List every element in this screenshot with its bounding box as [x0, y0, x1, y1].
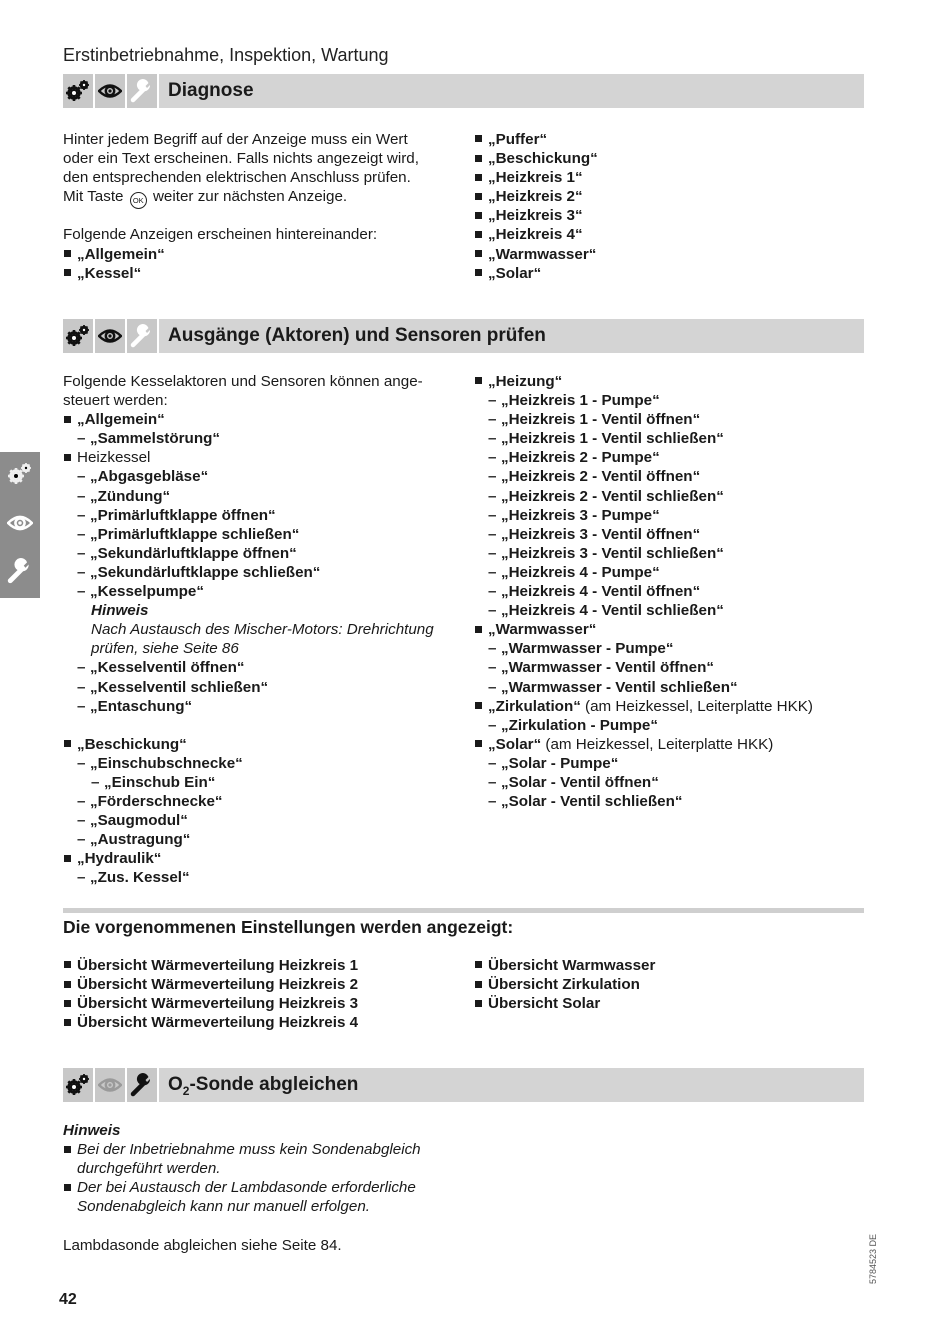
gears-icon: [63, 74, 93, 108]
sub-item: [474, 467, 864, 486]
title-part: -Sonde abgleichen: [189, 1074, 359, 1095]
list-item-label: „Solar“: [488, 735, 542, 753]
gears-icon: [63, 319, 93, 353]
dash: –: [488, 430, 497, 448]
list-item: [474, 130, 854, 149]
sub-item-label: „Einschubschnecke“: [90, 754, 243, 772]
sub-item: [474, 410, 864, 429]
list-item-label: „Zirkulation“: [488, 697, 581, 715]
sub-item-label: „Heizkreis 2 - Ventil öffnen“: [501, 468, 701, 486]
sub-item: [63, 697, 468, 716]
hinweis-text: Nach Austausch des Mischer-Motors: Drehrichtung: [91, 621, 434, 639]
bullet-icon: [475, 961, 482, 968]
list-item-label: Heizkessel: [77, 449, 151, 467]
list-item: [474, 994, 854, 1013]
dash: –: [488, 449, 497, 467]
section-title: Diagnose: [168, 80, 254, 101]
wrench-icon: [6, 557, 34, 585]
list-item-label: Übersicht Wärmeverteilung Heizkreis 3: [77, 995, 359, 1013]
sub-item: [474, 525, 864, 544]
sub-item: [474, 544, 864, 563]
list-item-label: „Heizkreis 4“: [488, 226, 583, 244]
spacer: [63, 716, 468, 735]
dash: –: [488, 506, 497, 524]
list-item-label: „Heizkreis 2“: [488, 188, 583, 206]
section-title-box: [159, 1068, 864, 1102]
sub-item: [63, 582, 468, 601]
list-item-label: „Warmwasser“: [488, 621, 597, 639]
list-item-label: Übersicht Wärmeverteilung Heizkreis 4: [77, 1014, 359, 1032]
sub-item-label: „Solar - Ventil schließen“: [501, 793, 683, 811]
sub-item: [63, 563, 468, 582]
list-item: [63, 1140, 483, 1159]
list-item-label: „Allgemein“: [77, 411, 165, 429]
list-item: [474, 168, 854, 187]
text-line: Hinter jedem Begriff auf der Anzeige muss ein Wert: [63, 131, 408, 148]
sub-item: [63, 868, 468, 887]
eye-icon: [95, 1068, 125, 1102]
hinweis-label: Hinweis: [91, 602, 149, 620]
dash: –: [77, 831, 86, 849]
list-item-label: Übersicht Zirkulation: [488, 976, 640, 994]
sub-item-label: „Warmwasser - Ventil schließen“: [501, 678, 738, 696]
bullet-icon: [475, 231, 482, 238]
dash: –: [77, 869, 86, 887]
diagnose-left-column: [63, 130, 463, 283]
list-item: [474, 956, 854, 975]
bullet-icon: [64, 740, 71, 747]
bullet-icon: [475, 155, 482, 162]
hinweis-label: Hinweis: [63, 1122, 121, 1139]
sub-item: [63, 467, 468, 486]
list-item-label: Übersicht Wärmeverteilung Heizkreis 2: [77, 976, 359, 994]
dash: –: [77, 487, 86, 505]
section-title-box: [159, 319, 864, 353]
list-item-label: „Solar“: [488, 264, 542, 282]
sub-item-label: „Heizkreis 4 - Pumpe“: [501, 563, 660, 581]
bullet-icon: [64, 454, 71, 461]
sub-item-label: „Heizkreis 1 - Ventil öffnen“: [501, 411, 701, 429]
sub-item: [474, 773, 864, 792]
sub-item-label: „Primärluftklappe schließen“: [90, 525, 300, 543]
sub-item-label: „Zirkulation - Pumpe“: [501, 716, 658, 734]
sub-item: [474, 487, 864, 506]
o2-hinweis-block: [63, 1121, 483, 1216]
sub-item: [63, 658, 468, 677]
bullet-icon: [64, 416, 71, 423]
sub-item-label: „Heizkreis 4 - Ventil öffnen“: [501, 583, 701, 601]
dash: –: [77, 659, 86, 677]
bullet-icon: [64, 981, 71, 988]
text-line: steuert werden:: [63, 392, 168, 410]
dash: –: [488, 793, 497, 811]
text-line: den entsprechenden elektrischen Anschluss prüfen.: [63, 169, 411, 187]
ok-button-icon: OK: [130, 192, 147, 209]
list-item: [63, 264, 463, 283]
sub-item: [63, 429, 468, 448]
list-item-label: „Beschickung“: [488, 150, 598, 168]
settings-right-list: [474, 956, 854, 1013]
section-divider: [63, 908, 864, 913]
list-item-note: (am Heizkessel, Leiterplatte HKK): [580, 697, 813, 715]
list-item: [474, 620, 864, 639]
list-item-label: „Heizkreis 3“: [488, 207, 583, 225]
sub-item: [474, 678, 864, 697]
section-bar-ausgaenge: [63, 319, 864, 353]
list-item: [474, 225, 854, 244]
list-item: [63, 849, 468, 868]
sub-item: [474, 448, 864, 467]
wrench-icon: [127, 319, 157, 353]
sub-item: [474, 792, 864, 811]
sub-item-label: „Heizkreis 3 - Ventil schließen“: [501, 544, 724, 562]
bullet-icon: [475, 269, 482, 276]
spacer: [63, 206, 463, 225]
sub-item-label: „Saugmodul“: [90, 812, 188, 830]
list-item-label: Übersicht Warmwasser: [488, 957, 656, 974]
list-item-label: „Beschickung“: [77, 735, 187, 753]
bullet-icon: [475, 626, 482, 633]
sub-item-label: „Heizkreis 4 - Ventil schließen“: [501, 602, 724, 620]
settings-heading: Die vorgenommenen Einstellungen werden angezeigt:: [63, 917, 514, 937]
list-item-label: „Heizkreis 1“: [488, 169, 583, 187]
sub-item: [63, 792, 468, 811]
list-item: [474, 245, 854, 264]
sub-item: [63, 754, 468, 773]
sub-item: [474, 639, 864, 658]
list-item: [63, 1178, 483, 1197]
sub-item-label: „Warmwasser - Pumpe“: [501, 640, 674, 658]
dash: –: [488, 544, 497, 562]
dash: –: [77, 754, 86, 772]
section-bar-o2-sonde: [63, 1068, 864, 1102]
text-line: Lambdasonde abgleichen siehe Seite 84.: [63, 1237, 342, 1254]
text-fragment: Mit Taste: [63, 188, 124, 206]
list-item-label: „Hydraulik“: [77, 850, 162, 868]
dash: –: [488, 678, 497, 696]
o2-footer-text: [63, 1236, 483, 1255]
list-item: [474, 697, 864, 716]
list-item: [63, 975, 463, 994]
page-header-title: Erstinbetriebnahme, Inspektion, Wartung: [63, 45, 389, 65]
list-item-label: „Kessel“: [77, 264, 142, 282]
list-item: [474, 372, 864, 391]
sub-item-label: „Zündung“: [90, 487, 171, 505]
sub-item: [63, 678, 468, 697]
sub-item: [63, 544, 468, 563]
dash: –: [488, 525, 497, 543]
dash: –: [488, 773, 497, 791]
sub-item: [474, 658, 864, 677]
bullet-icon: [475, 212, 482, 219]
diagnose-right-column: [474, 130, 854, 283]
bullet-icon: [64, 1000, 71, 1007]
sub-item-label: „Sekundärluftklappe schließen“: [90, 563, 321, 581]
bullet-icon: [64, 1019, 71, 1026]
list-item-continuation: durchgeführt werden.: [77, 1160, 221, 1178]
ausgaenge-left-column: [63, 372, 468, 888]
sub-item: [63, 811, 468, 830]
list-item-label: „Warmwasser“: [488, 245, 597, 263]
sub-sub-item: [63, 773, 468, 792]
sub-item-label: „Heizkreis 3 - Ventil öffnen“: [501, 525, 701, 543]
sub-item: [474, 391, 864, 410]
list-item-label: „Puffer“: [488, 131, 548, 148]
dash: –: [77, 525, 86, 543]
bullet-icon: [475, 250, 482, 257]
list-item-label: Übersicht Wärmeverteilung Heizkreis 1: [77, 957, 359, 974]
sub-item: [63, 506, 468, 525]
dash: –: [488, 411, 497, 429]
text-line: Folgende Anzeigen erscheinen hintereinander:: [63, 226, 378, 244]
sub-item: [474, 563, 864, 582]
sub-item-label: „Heizkreis 3 - Pumpe“: [501, 506, 660, 524]
list-item-label: „Heizung“: [488, 373, 563, 390]
sub-item: [474, 582, 864, 601]
dash: –: [488, 563, 497, 581]
sub-item: [63, 830, 468, 849]
sub-item-label: „Kesselpumpe“: [90, 583, 204, 601]
list-item: [474, 187, 854, 206]
eye-icon: [6, 509, 34, 537]
bullet-icon: [475, 174, 482, 181]
wrench-icon: [127, 1068, 157, 1102]
list-item: [474, 975, 854, 994]
dash: –: [77, 697, 86, 715]
text-fragment: weiter zur nächsten Anzeige.: [152, 188, 348, 206]
sub-item-label: „Sekundärluftklappe öffnen“: [90, 544, 297, 562]
dash: –: [91, 773, 100, 791]
dash: –: [488, 583, 497, 601]
bullet-icon: [64, 1184, 71, 1191]
dash: –: [488, 754, 497, 772]
list-item: [63, 956, 463, 975]
sub-item-label: „Austragung“: [90, 831, 191, 849]
dash: –: [77, 812, 86, 830]
sub-item: [474, 716, 864, 735]
sub-item-label: „Abgasgebläse“: [90, 468, 209, 486]
eye-icon: [95, 74, 125, 108]
sub-item: [63, 487, 468, 506]
sub-item-label: „Heizkreis 1 - Ventil schließen“: [501, 430, 724, 448]
sub-item-label: „Entaschung“: [90, 697, 193, 715]
sub-item: [474, 754, 864, 773]
list-item-continuation: Sondenabgleich kann nur manuell erfolgen.: [77, 1198, 370, 1216]
title-part: O: [168, 1074, 183, 1095]
bullet-icon: [475, 193, 482, 200]
ausgaenge-right-column: [474, 372, 864, 811]
section-bar-diagnose: [63, 74, 864, 108]
dash: –: [488, 640, 497, 658]
sub-item-label: „Solar - Pumpe“: [501, 754, 619, 772]
dash: –: [488, 602, 497, 620]
section-title: Ausgänge (Aktoren) und Sensoren prüfen: [168, 325, 546, 346]
hinweis-text: prüfen, siehe Seite 86: [91, 640, 239, 658]
dash: –: [77, 793, 86, 811]
text-line: [63, 187, 463, 206]
sub-item-label: „Warmwasser - Ventil öffnen“: [501, 659, 714, 677]
list-item: [474, 264, 854, 283]
sub-item: [63, 525, 468, 544]
sub-item-label: „Förderschnecke“: [90, 793, 223, 811]
sub-item-label: „Heizkreis 2 - Ventil schließen“: [501, 487, 724, 505]
list-item-label: Bei der Inbetriebnahme muss kein Sondenabgleich: [77, 1141, 421, 1159]
sidebar-tab: [0, 452, 40, 598]
list-item: [63, 448, 468, 467]
bullet-icon: [475, 377, 482, 384]
sub-item-label: „Einschub Ein“: [104, 773, 216, 791]
sub-item: [474, 506, 864, 525]
settings-left-list: [63, 956, 463, 1032]
sub-item-label: „Kesselventil schließen“: [90, 678, 269, 696]
sub-item-label: „Solar - Ventil öffnen“: [501, 773, 659, 791]
section-title: [168, 1074, 358, 1098]
bullet-icon: [475, 135, 482, 142]
text-line: Folgende Kesselaktoren und Sensoren können ange-: [63, 373, 423, 390]
bullet-icon: [475, 1000, 482, 1007]
text-line: oder ein Text erscheinen. Falls nichts angezeigt wird,: [63, 150, 419, 168]
sub-item: [474, 429, 864, 448]
bullet-icon: [64, 1146, 71, 1153]
gears-icon: [6, 460, 34, 488]
sub-item-label: „Heizkreis 2 - Pumpe“: [501, 449, 660, 467]
list-item-label: „Allgemein“: [77, 245, 165, 263]
title-subscript: 2: [182, 1083, 190, 1098]
list-item: [63, 410, 468, 429]
bullet-icon: [64, 250, 71, 257]
page-number: 42: [59, 1291, 77, 1308]
section-title-box: [159, 74, 864, 108]
dash: –: [488, 659, 497, 677]
dash: –: [77, 506, 86, 524]
dash: –: [77, 468, 86, 486]
dash: –: [488, 487, 497, 505]
dash: –: [77, 430, 86, 448]
list-item: [63, 735, 468, 754]
list-item: [474, 735, 864, 754]
list-item: [474, 149, 854, 168]
bullet-icon: [64, 855, 71, 862]
sub-item-label: „Sammelstörung“: [90, 430, 220, 448]
dash: –: [77, 678, 86, 696]
bullet-icon: [64, 269, 71, 276]
dash: –: [77, 563, 86, 581]
gears-icon: [63, 1068, 93, 1102]
sub-item: [474, 601, 864, 620]
document-reference: 5784523 DE: [868, 1233, 878, 1284]
bullet-icon: [475, 740, 482, 747]
dash: –: [77, 544, 86, 562]
list-item-note: (am Heizkessel, Leiterplatte HKK): [541, 735, 774, 753]
bullet-icon: [475, 981, 482, 988]
wrench-icon: [127, 74, 157, 108]
bullet-icon: [475, 702, 482, 709]
list-item: [63, 245, 463, 264]
list-item: [474, 206, 854, 225]
list-item-label: Der bei Austausch der Lambdasonde erforderliche: [77, 1179, 416, 1197]
sub-item-label: „Primärluftklappe öffnen“: [90, 506, 276, 524]
list-item: [63, 994, 463, 1013]
sub-item-label: „Kesselventil öffnen“: [90, 659, 245, 677]
eye-icon: [95, 319, 125, 353]
dash: –: [488, 716, 497, 734]
dash: –: [488, 468, 497, 486]
dash: –: [488, 392, 497, 410]
bullet-icon: [64, 961, 71, 968]
list-item-label: Übersicht Solar: [488, 995, 601, 1013]
sub-item-label: „Heizkreis 1 - Pumpe“: [501, 392, 660, 410]
sub-item-label: „Zus. Kessel“: [90, 869, 190, 887]
list-item: [63, 1013, 463, 1032]
dash: –: [77, 583, 86, 601]
